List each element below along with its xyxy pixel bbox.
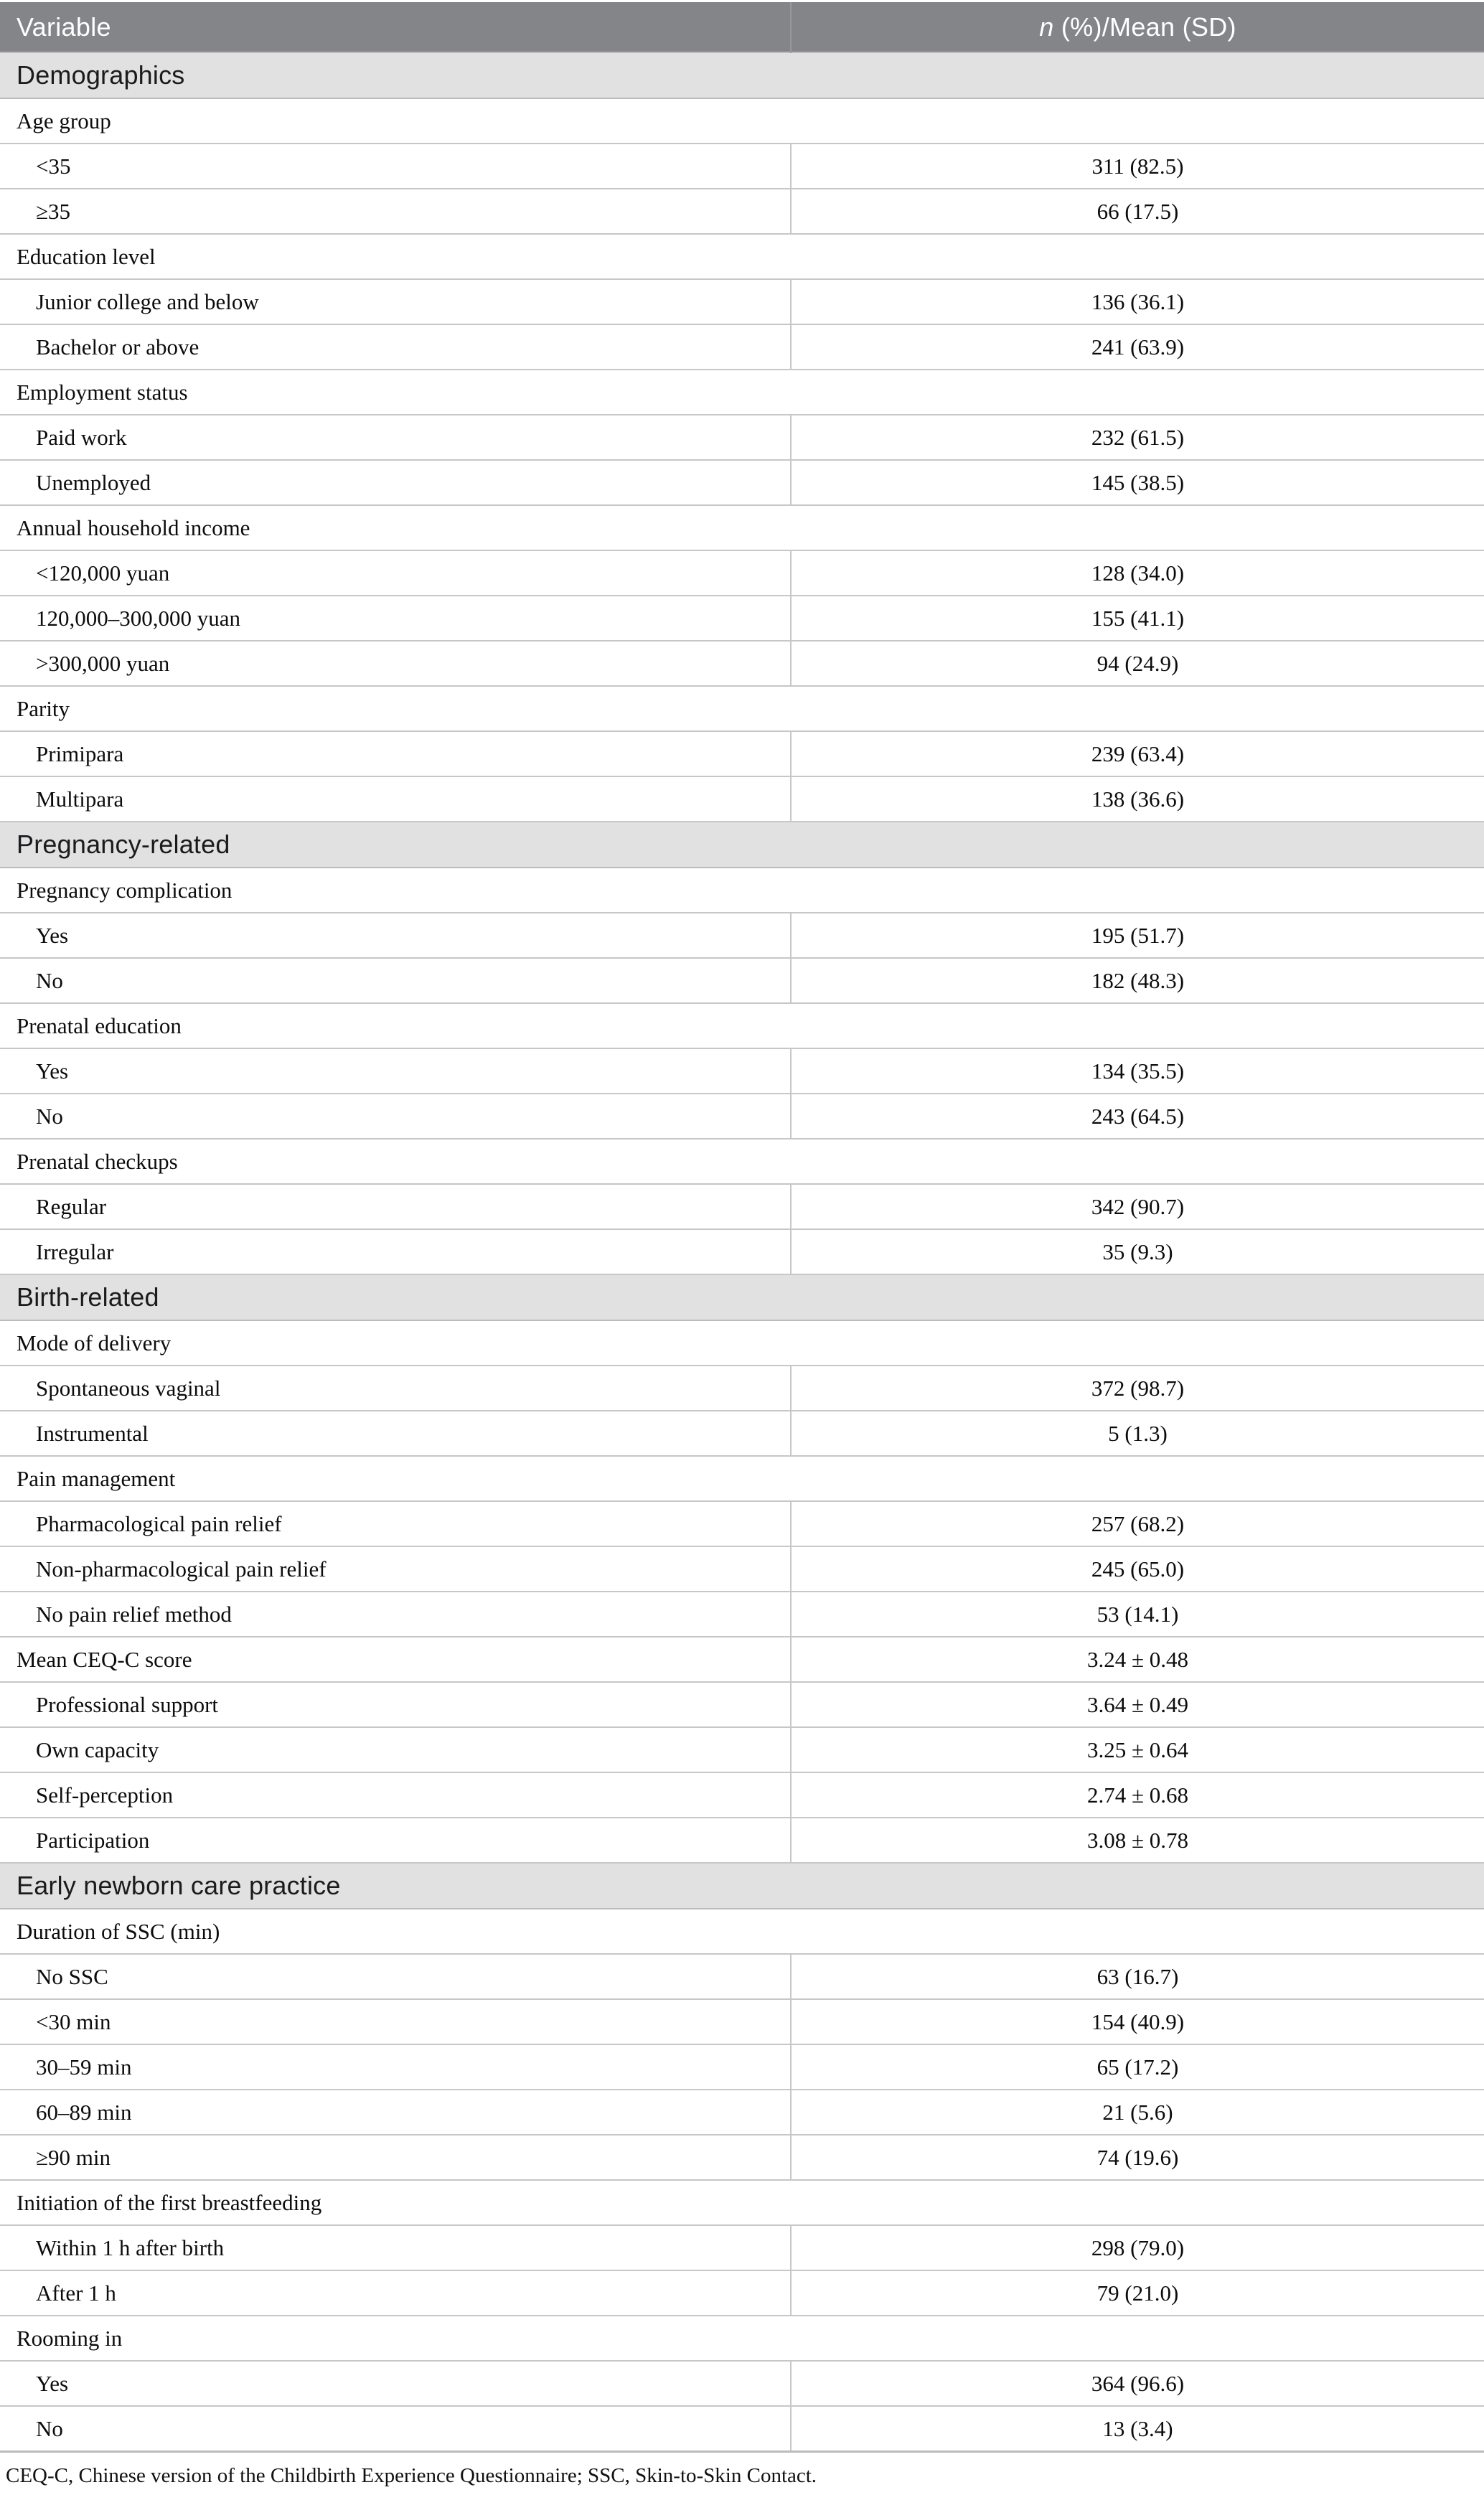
row-label: No bbox=[0, 1094, 791, 1139]
section-row bbox=[0, 822, 1484, 868]
table-row bbox=[0, 1546, 1484, 1592]
row-label: Yes bbox=[0, 913, 791, 958]
group-row bbox=[0, 1320, 1484, 1366]
table-row bbox=[0, 2225, 1484, 2270]
table-row bbox=[0, 1999, 1484, 2044]
row-label: Rooming in bbox=[0, 2316, 1484, 2361]
table-row bbox=[0, 1411, 1484, 1456]
row-value: 239 (63.4) bbox=[791, 731, 1484, 776]
row-value: 3.64 ± 0.49 bbox=[791, 1682, 1484, 1727]
group-row bbox=[0, 98, 1484, 144]
row-label: Professional support bbox=[0, 1682, 791, 1727]
row-label: <120,000 yuan bbox=[0, 550, 791, 596]
row-label: No bbox=[0, 958, 791, 1003]
group-row bbox=[0, 2180, 1484, 2225]
row-label: Prenatal checkups bbox=[0, 1139, 1484, 1184]
table-row bbox=[0, 1094, 1484, 1139]
table-row bbox=[0, 958, 1484, 1003]
row-label: Multipara bbox=[0, 776, 791, 822]
row-label: Education level bbox=[0, 234, 1484, 279]
row-label: No pain relief method bbox=[0, 1592, 791, 1637]
header-cell-value bbox=[791, 2, 1484, 52]
section-title: Demographics bbox=[0, 52, 1484, 98]
table-row bbox=[0, 1592, 1484, 1637]
table-row bbox=[0, 1727, 1484, 1772]
row-value: 243 (64.5) bbox=[791, 1094, 1484, 1139]
row-value: 13 (3.4) bbox=[791, 2406, 1484, 2452]
row-value: 3.25 ± 0.64 bbox=[791, 1727, 1484, 1772]
row-label: Paid work bbox=[0, 415, 791, 460]
row-label: Employment status bbox=[0, 370, 1484, 415]
row-value: 79 (21.0) bbox=[791, 2270, 1484, 2316]
row-value: 136 (36.1) bbox=[791, 279, 1484, 324]
group-row bbox=[0, 234, 1484, 279]
table-row bbox=[0, 2406, 1484, 2452]
table-row bbox=[0, 731, 1484, 776]
table-row bbox=[0, 2044, 1484, 2090]
row-value: 21 (5.6) bbox=[791, 2090, 1484, 2135]
row-label: Pharmacological pain relief bbox=[0, 1501, 791, 1546]
row-label: 60–89 min bbox=[0, 2090, 791, 2135]
row-label: Initiation of the first breastfeeding bbox=[0, 2180, 1484, 2225]
row-value: 245 (65.0) bbox=[791, 1546, 1484, 1592]
row-label: <30 min bbox=[0, 1999, 791, 2044]
row-value: 155 (41.1) bbox=[791, 596, 1484, 641]
row-label: Within 1 h after birth bbox=[0, 2225, 791, 2270]
row-value: 154 (40.9) bbox=[791, 1999, 1484, 2044]
row-value: 138 (36.6) bbox=[791, 776, 1484, 822]
table-header bbox=[0, 2, 1484, 52]
row-label: ≥90 min bbox=[0, 2135, 791, 2180]
table-row bbox=[0, 1818, 1484, 1863]
row-value: 145 (38.5) bbox=[791, 460, 1484, 505]
table-body bbox=[0, 52, 1484, 2452]
row-label: Unemployed bbox=[0, 460, 791, 505]
table-row bbox=[0, 776, 1484, 822]
table-row bbox=[0, 596, 1484, 641]
row-value: 2.74 ± 0.68 bbox=[791, 1772, 1484, 1818]
row-label: Own capacity bbox=[0, 1727, 791, 1772]
row-label: Participation bbox=[0, 1818, 791, 1863]
section-row bbox=[0, 52, 1484, 98]
table-row bbox=[0, 1501, 1484, 1546]
row-value: 128 (34.0) bbox=[791, 550, 1484, 596]
row-label: 30–59 min bbox=[0, 2044, 791, 2090]
row-label: Duration of SSC (min) bbox=[0, 1909, 1484, 1954]
header-cell-variable: Variable bbox=[0, 2, 791, 52]
row-label: <35 bbox=[0, 144, 791, 189]
group-row bbox=[0, 1456, 1484, 1501]
row-label: Parity bbox=[0, 686, 1484, 731]
row-label: ≥35 bbox=[0, 189, 791, 234]
row-value: 3.24 ± 0.48 bbox=[791, 1637, 1484, 1682]
row-value: 182 (48.3) bbox=[791, 958, 1484, 1003]
row-label: After 1 h bbox=[0, 2270, 791, 2316]
table-row bbox=[0, 1184, 1484, 1229]
table-row bbox=[0, 2090, 1484, 2135]
row-label: Irregular bbox=[0, 1229, 791, 1274]
row-value: 94 (24.9) bbox=[791, 641, 1484, 686]
table-footnote: CEQ-C, Chinese version of the Childbirth Experience Questionnaire; SSC, Skin-to-Skin Contact. bbox=[6, 2464, 817, 2487]
row-value: 66 (17.5) bbox=[791, 189, 1484, 234]
row-value: 195 (51.7) bbox=[791, 913, 1484, 958]
row-value: 134 (35.5) bbox=[791, 1048, 1484, 1094]
row-label: No SSC bbox=[0, 1954, 791, 1999]
row-value: 35 (9.3) bbox=[791, 1229, 1484, 1274]
table-row bbox=[0, 1229, 1484, 1274]
row-label: Yes bbox=[0, 1048, 791, 1094]
table-row bbox=[0, 1637, 1484, 1682]
table-row bbox=[0, 1366, 1484, 1411]
row-value: 53 (14.1) bbox=[791, 1592, 1484, 1637]
row-label: No bbox=[0, 2406, 791, 2452]
row-value: 65 (17.2) bbox=[791, 2044, 1484, 2090]
row-label: Annual household income bbox=[0, 505, 1484, 550]
row-label: >300,000 yuan bbox=[0, 641, 791, 686]
row-label: Pregnancy complication bbox=[0, 868, 1484, 913]
table-row bbox=[0, 2135, 1484, 2180]
table-row bbox=[0, 550, 1484, 596]
row-label: Mean CEQ-C score bbox=[0, 1637, 791, 1682]
group-row bbox=[0, 1139, 1484, 1184]
table-row bbox=[0, 1772, 1484, 1818]
row-value: 74 (19.6) bbox=[791, 2135, 1484, 2180]
row-value: 298 (79.0) bbox=[791, 2225, 1484, 2270]
row-label: Mode of delivery bbox=[0, 1320, 1484, 1366]
row-value: 257 (68.2) bbox=[791, 1501, 1484, 1546]
row-value: 342 (90.7) bbox=[791, 1184, 1484, 1229]
row-label: Regular bbox=[0, 1184, 791, 1229]
table-row bbox=[0, 2270, 1484, 2316]
row-value: 364 (96.6) bbox=[791, 2361, 1484, 2406]
header-value-rest: (%)/Mean (SD) bbox=[1053, 11, 1236, 42]
group-row bbox=[0, 868, 1484, 913]
group-row bbox=[0, 686, 1484, 731]
row-value: 372 (98.7) bbox=[791, 1366, 1484, 1411]
row-label: Non-pharmacological pain relief bbox=[0, 1546, 791, 1592]
header-n-italic: n bbox=[1039, 11, 1054, 42]
header-row bbox=[0, 2, 1484, 52]
row-value: 5 (1.3) bbox=[791, 1411, 1484, 1456]
table-row bbox=[0, 144, 1484, 189]
row-label: Primipara bbox=[0, 731, 791, 776]
row-value: 241 (63.9) bbox=[791, 324, 1484, 370]
section-title: Pregnancy-related bbox=[0, 822, 1484, 868]
table-row bbox=[0, 2361, 1484, 2406]
table-row bbox=[0, 641, 1484, 686]
group-row bbox=[0, 370, 1484, 415]
group-row bbox=[0, 1003, 1484, 1048]
row-label: 120,000–300,000 yuan bbox=[0, 596, 791, 641]
row-label: Age group bbox=[0, 98, 1484, 144]
row-value: 311 (82.5) bbox=[791, 144, 1484, 189]
group-row bbox=[0, 1909, 1484, 1954]
section-row bbox=[0, 1274, 1484, 1320]
row-label: Spontaneous vaginal bbox=[0, 1366, 791, 1411]
table-row bbox=[0, 189, 1484, 234]
row-value: 63 (16.7) bbox=[791, 1954, 1484, 1999]
row-value: 3.08 ± 0.78 bbox=[791, 1818, 1484, 1863]
group-row bbox=[0, 2316, 1484, 2361]
row-label: Instrumental bbox=[0, 1411, 791, 1456]
table-row bbox=[0, 1048, 1484, 1094]
table-row bbox=[0, 460, 1484, 505]
row-label: Self-perception bbox=[0, 1772, 791, 1818]
participant-characteristics-table bbox=[0, 2, 1484, 2453]
section-title: Early newborn care practice bbox=[0, 1863, 1484, 1909]
table-row bbox=[0, 913, 1484, 958]
row-label: Yes bbox=[0, 2361, 791, 2406]
section-row bbox=[0, 1863, 1484, 1909]
table-row bbox=[0, 1682, 1484, 1727]
section-title: Birth-related bbox=[0, 1274, 1484, 1320]
row-label: Junior college and below bbox=[0, 279, 791, 324]
table-row bbox=[0, 415, 1484, 460]
row-label: Prenatal education bbox=[0, 1003, 1484, 1048]
row-label: Bachelor or above bbox=[0, 324, 791, 370]
row-value: 232 (61.5) bbox=[791, 415, 1484, 460]
table-row bbox=[0, 1954, 1484, 1999]
table-row bbox=[0, 279, 1484, 324]
group-row bbox=[0, 505, 1484, 550]
table-row bbox=[0, 324, 1484, 370]
row-label: Pain management bbox=[0, 1456, 1484, 1501]
